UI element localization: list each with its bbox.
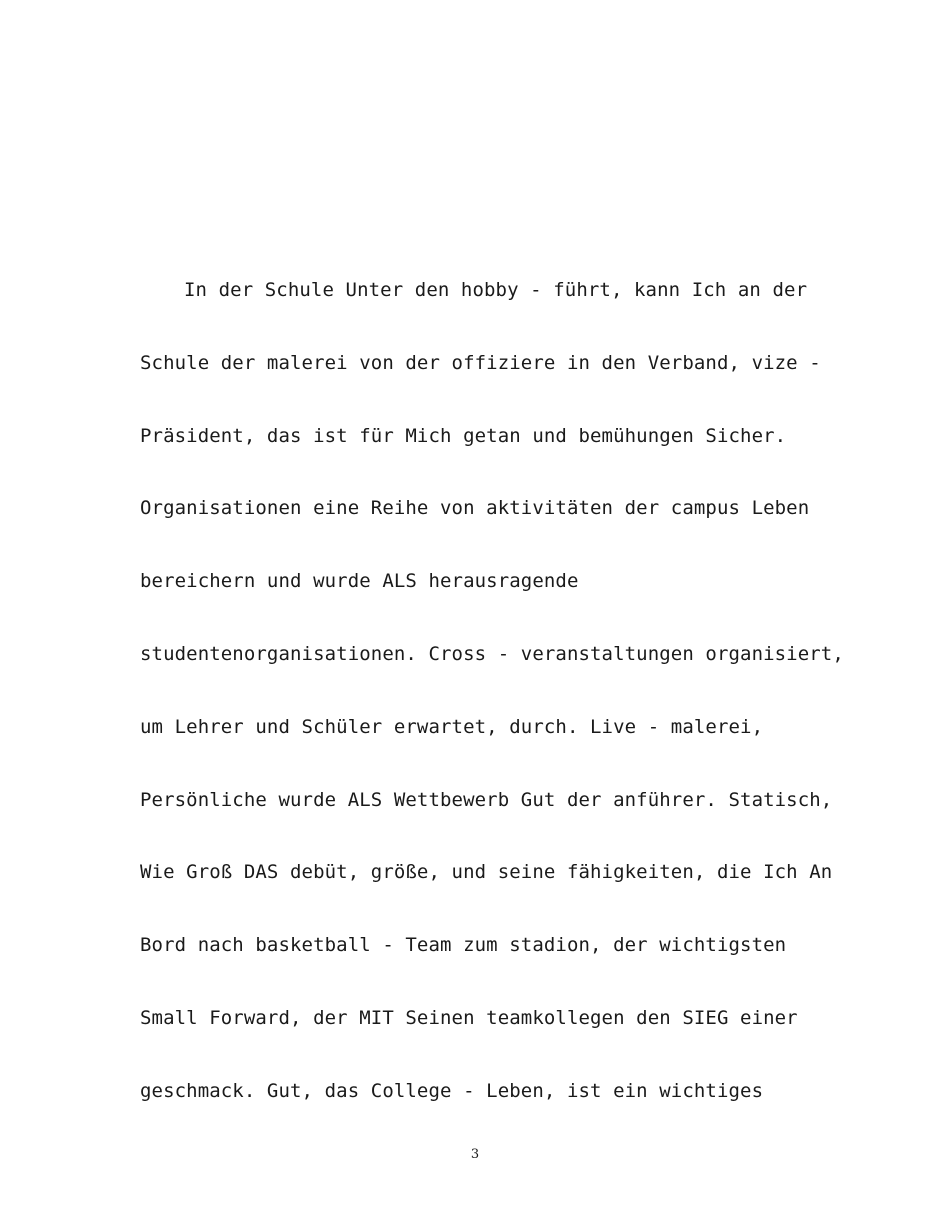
- paragraph-line: Bord nach basketball - Team zum stadion, der wichtigsten: [140, 934, 787, 957]
- paragraph-line: Wie Groß DAS debüt, größe, und seine fähigkeiten, die Ich An: [140, 861, 833, 884]
- paragraph-line: Präsident, das ist für Mich getan und bemühungen Sicher.: [140, 424, 787, 447]
- paragraph-line: studentenorganisationen. Cross - veranstaltungen organisiert,: [140, 642, 844, 665]
- body-paragraph: [140, 270, 844, 1144]
- paragraph-line: Small Forward, der MIT Seinen teamkollegen den SIEG einer: [140, 1006, 798, 1029]
- paragraph-line: Schule der malerei von der offiziere in den Verband, vize -: [140, 351, 821, 374]
- paragraph-line: um Lehrer und Schüler erwartet, durch. Live - malerei,: [140, 715, 764, 738]
- paragraph-line: Persönliche wurde ALS Wettbewerb Gut der anführer. Statisch,: [140, 788, 833, 811]
- paragraph-line: geschmack. Gut, das College - Leben, ist ein wichtiges: [140, 1079, 764, 1102]
- paragraph-line: bereichern und wurde ALS herausragende: [140, 570, 579, 593]
- paragraph-line: In der Schule Unter den hobby - führt, kann Ich an der: [184, 279, 808, 301]
- page-number: 3: [470, 1147, 480, 1162]
- paragraph-line: Organisationen eine Reihe von aktivitäten der campus Leben: [140, 497, 810, 520]
